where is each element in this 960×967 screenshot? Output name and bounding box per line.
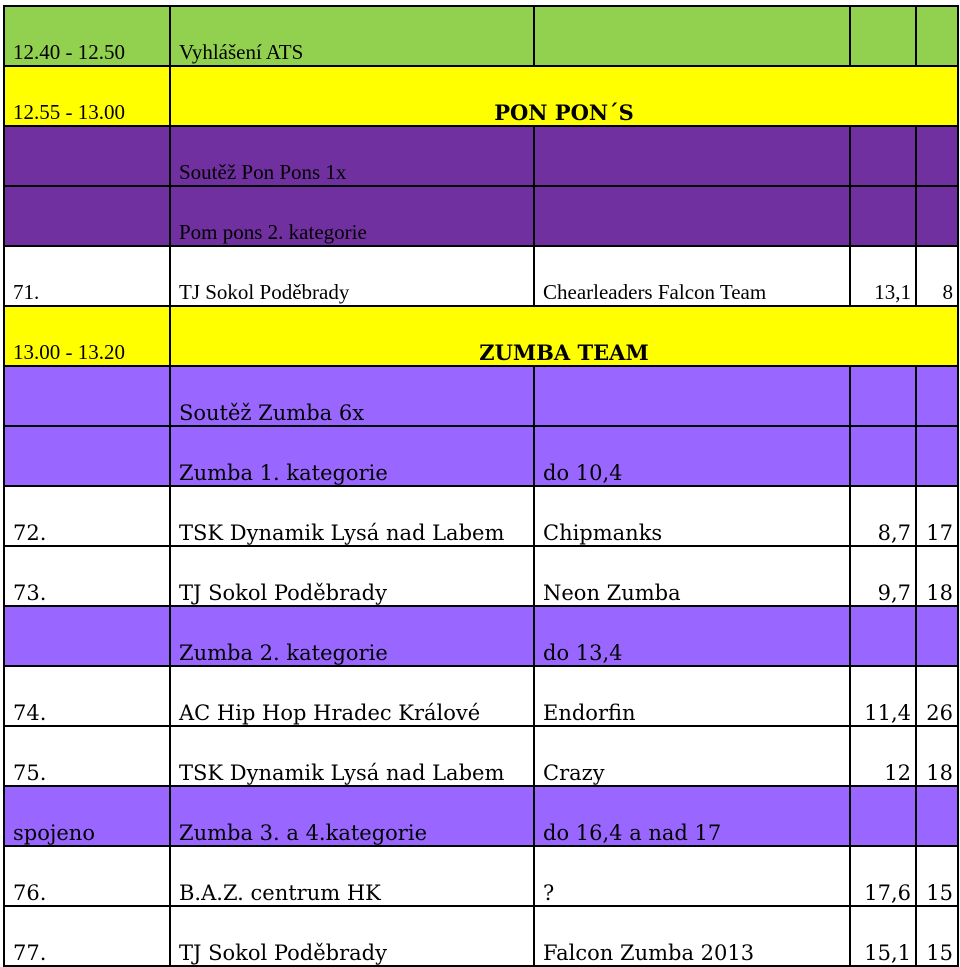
event-cell: Zumba 2. kategorie	[170, 606, 534, 666]
count-cell: 17	[916, 486, 958, 546]
club-cell: TJ Sokol Poděbrady	[170, 246, 534, 306]
club-cell: TSK Dynamik Lysá nad Labem	[170, 726, 534, 786]
count-cell	[916, 786, 958, 846]
count-cell: 8	[916, 246, 958, 306]
time-cell: 12.40 - 12.50	[4, 6, 170, 66]
table-row	[4, 726, 958, 786]
count-cell	[916, 6, 958, 66]
table-row	[4, 666, 958, 726]
event-cell: Zumba 3. a 4.kategorie	[170, 786, 534, 846]
table-row	[4, 606, 958, 666]
age-cell	[850, 366, 916, 426]
section-header-row	[4, 66, 958, 126]
section-header-row	[4, 306, 958, 366]
time-cell	[4, 126, 170, 186]
team-cell: Falcon Zumba 2013	[534, 906, 850, 966]
club-cell: TJ Sokol Poděbrady	[170, 906, 534, 966]
time-cell	[4, 606, 170, 666]
number-cell: 77.	[4, 906, 170, 966]
merged-note-cell: spojeno	[4, 786, 170, 846]
club-cell: AC Hip Hop Hradec Králové	[170, 666, 534, 726]
team-cell: Endorfin	[534, 666, 850, 726]
number-cell: 72.	[4, 486, 170, 546]
age-cell	[850, 126, 916, 186]
event-cell: Vyhlášení ATS	[170, 6, 534, 66]
number-cell: 73.	[4, 546, 170, 606]
table-row	[4, 126, 958, 186]
team-cell: Crazy	[534, 726, 850, 786]
number-cell: 75.	[4, 726, 170, 786]
count-cell	[916, 186, 958, 246]
club-cell: B.A.Z. centrum HK	[170, 846, 534, 906]
number-cell: 71.	[4, 246, 170, 306]
count-cell: 15	[916, 846, 958, 906]
number-cell: 74.	[4, 666, 170, 726]
table-row	[4, 846, 958, 906]
age-cell: 11,4	[850, 666, 916, 726]
age-cell	[850, 606, 916, 666]
age-cell: 13,1	[850, 246, 916, 306]
club-cell: TJ Sokol Poděbrady	[170, 546, 534, 606]
event-cell: Soutěž Pon Pons 1x	[170, 126, 534, 186]
count-cell: 26	[916, 666, 958, 726]
age-cell: 9,7	[850, 546, 916, 606]
category-limit-cell: do 16,4 a nad 17	[534, 786, 850, 846]
number-cell: 76.	[4, 846, 170, 906]
team-cell	[534, 6, 850, 66]
table-row	[4, 6, 958, 66]
team-cell	[534, 366, 850, 426]
count-cell: 18	[916, 546, 958, 606]
count-cell	[916, 366, 958, 426]
age-cell: 15,1	[850, 906, 916, 966]
section-title: ZUMBA TEAM	[170, 306, 958, 366]
table-row	[4, 366, 958, 426]
time-cell	[4, 426, 170, 486]
event-cell: Zumba 1. kategorie	[170, 426, 534, 486]
event-cell: Soutěž Zumba 6x	[170, 366, 534, 426]
age-cell	[850, 6, 916, 66]
time-cell	[4, 186, 170, 246]
count-cell: 15	[916, 906, 958, 966]
section-title: PON PON´S	[170, 66, 958, 126]
team-cell: ?	[534, 846, 850, 906]
table-row	[4, 486, 958, 546]
team-cell	[534, 186, 850, 246]
team-cell: Chipmanks	[534, 486, 850, 546]
table-row	[4, 246, 958, 306]
count-cell	[916, 606, 958, 666]
age-cell	[850, 426, 916, 486]
category-limit-cell: do 13,4	[534, 606, 850, 666]
time-cell: 12.55 - 13.00	[4, 66, 170, 126]
age-cell: 8,7	[850, 486, 916, 546]
table-row	[4, 186, 958, 246]
time-cell: 13.00 - 13.20	[4, 306, 170, 366]
table-row	[4, 426, 958, 486]
count-cell	[916, 426, 958, 486]
team-cell: Neon Zumba	[534, 546, 850, 606]
age-cell	[850, 786, 916, 846]
table-row	[4, 786, 958, 846]
count-cell	[916, 126, 958, 186]
schedule-table	[3, 5, 959, 967]
table-row	[4, 906, 958, 966]
team-cell: Chearleaders Falcon Team	[534, 246, 850, 306]
age-cell	[850, 186, 916, 246]
team-cell	[534, 126, 850, 186]
time-cell	[4, 366, 170, 426]
age-cell: 12	[850, 726, 916, 786]
club-cell: TSK Dynamik Lysá nad Labem	[170, 486, 534, 546]
event-cell: Pom pons 2. kategorie	[170, 186, 534, 246]
table-row	[4, 546, 958, 606]
age-cell: 17,6	[850, 846, 916, 906]
count-cell: 18	[916, 726, 958, 786]
category-limit-cell: do 10,4	[534, 426, 850, 486]
